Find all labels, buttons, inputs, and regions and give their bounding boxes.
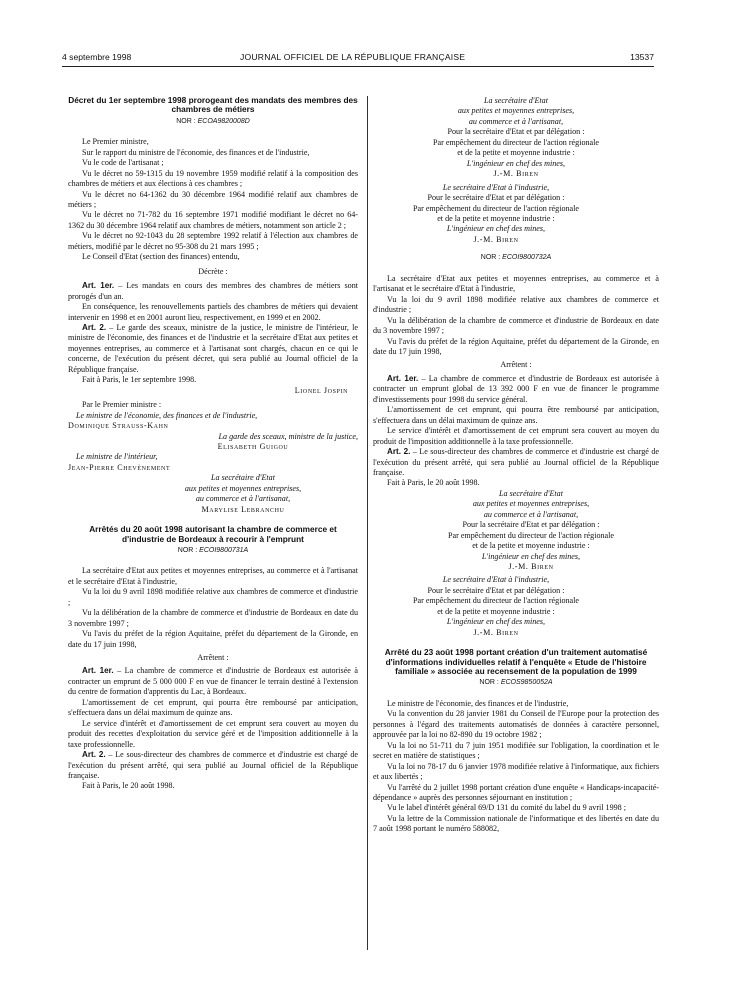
decree-para: Sur le rapport du ministre de l'économie, des finances et de l'industrie, [82,147,310,157]
decree-para: Vu le décret no 71-782 du 16 septembre 1971 modifié modifiant le décret no 64-1362 du 30 décembre 1964 relatif aux chambres de métiers, notamment son article 2 ; [68,210,358,230]
column-divider [367,96,368,950]
decree-article-1 [68,281,358,302]
arrete-arretent: Arrêtent : [197,653,229,663]
sig-engineer: L'ingénieur en chef des mines, [481,551,581,561]
page-header [62,52,654,66]
header-journal-title: JOURNAL OFFICIEL DE LA RÉPUBLIQUE FRANÇAISE [240,52,466,62]
sig-title: Le secrétaire d'Etat à l'industrie, [442,575,550,585]
decree-para: Vu le code de l'artisanat ; [82,158,164,168]
sig-title: au commerce et à l'artisanat, [468,116,564,126]
nor-code: ECOS9850052A [500,679,553,687]
sig-delegation: Pour le secrétaire d'Etat et par délégation : [427,193,565,203]
arrete-article-1 [68,666,358,697]
sig-engineer: L'ingénieur en chef des mines, [446,224,546,234]
arrete-para: L'amortissement de cet emprunt, qui pourra être remboursé par anticipation, s'effectuera dans un délai maximum de quinze ans. [373,405,659,425]
arrete-done: Fait à Paris, le 20 août 1998. [82,781,175,791]
decree-para: Vu le décret no 92-1043 du 28 septembre 1992 relatif à l'élection aux chambres de métiers, modifié par le décret no 95-308 du 21 mars 1995 ; [68,231,358,251]
sig-engineer: L'ingénieur en chef des mines, [466,158,566,168]
secretary-title: au commerce et à l'artisanat, [195,494,291,504]
minister-eco-title: Le ministre de l'économie, des finances et de l'industrie, [76,410,258,420]
arrete-para: Vu la loi no 51-711 du 7 juin 1951 modifiée sur l'obligation, la coordination et le secret en matière de statistiques ; [373,740,659,761]
nor-label: NOR : [176,117,196,125]
decree-title: Décret du 1er septembre 1998 prorogeant des mandats des membres des chambres de métiers [68,95,358,115]
arrete-para: Vu la délibération de la chambre de commerce et d'industrie de Bordeaux en date du 3 novembre 1997 ; [68,608,358,628]
arrete-title: Arrêtés du 20 août 1998 autorisant la chambre de commerce et d'industrie de Bordeaux à recourir à l'emprunt [89,524,337,544]
sig-impediment: Par empêchement du directeur de l'action régionale [413,203,579,213]
justice-title: La garde des sceaux, ministre de la justice, [218,431,358,441]
secretary-name: Marylise Lebranchu [201,504,285,514]
arrete-para: Vu la délibération de la chambre de commerce et d'industrie de Bordeaux en date du 3 novembre 1997 ; [373,315,659,336]
nor-label: NOR : [480,254,501,262]
secretary-title: La secrétaire d'Etat [211,473,275,483]
decree-article-2 [68,323,358,375]
article-text: – La chambre de commerce et d'industrie de Bordeaux est autorisée à contracter un emprunt de 5 000 000 F en vue de financer le terrain destiné à l'extension du centre de formation d'apprentis du Lac, à Bordeaux. [68,666,358,697]
arrete-para: Vu l'arrêté du 2 juillet 1998 portant création d'une enquête « Handicaps-incapacité-dépendance » auprès des personnes séjournant en institution ; [373,782,659,802]
arrete-article-2 [68,750,358,781]
arrete-para: L'amortissement de cet emprunt, qui pourra être remboursé par anticipation, s'effectuera dans un délai maximum de quinze ans. [68,697,358,718]
interior-name: Jean-Pierre Chevènement [68,462,171,472]
sig-title: La secrétaire d'Etat [499,488,563,498]
sig-impediment: et de la petite et moyenne industrie : [437,213,555,223]
sig-name: J.-M. Biren [473,627,519,637]
sig-title: La secrétaire d'Etat [484,96,548,105]
arrete-para: La secrétaire d'Etat aux petites et moyennes entreprises, au commerce et à l'artisanat et le secrétaire d'Etat à l'industrie, [68,566,358,586]
sig-engineer: L'ingénieur en chef des mines, [446,617,546,627]
arrete-para: Le ministre de l'économie, des finances et de l'industrie, [387,698,569,708]
justice-name: Elisabeth Guigou [217,441,289,451]
arrete3-nor [373,678,659,688]
left-column [68,96,358,792]
nor-label: NOR : [479,679,499,687]
arrete-para: Vu la convention du 28 janvier 1981 du Conseil de l'Europe pour la protection des personnes à l'égard des traitements automatisés de données à caractère personnel, approuvée par la loi no 82-890 du 19 octobre 1982 ; [373,709,659,740]
article-label: Art. 1er. [82,281,115,291]
article-text: – Le sous-directeur des chambres de commerce et d'industrie est chargé de l'exécution du présent arrêté, qui sera publié au Journal officiel de la République française. [68,750,358,780]
sig-title: aux petites et moyennes entreprises, [457,106,575,116]
decree-nor [68,117,358,127]
arrete-para: Le service d'intérêt et d'amortissement de cet emprunt sera couvert au moyen du produit des recettes d'exploitation du service géré et de l'imposition additionnelle à la taxe professionnelle. [68,718,358,749]
decree-para: Le Conseil d'Etat (section des finances) entendu, [82,252,240,262]
minister-eco-name: Dominique Strauss-Kahn [68,421,169,431]
article-text: – Le garde des sceaux, ministre de la justice, le ministre de l'intérieur, le ministre de l'économie, des finances et de l'industrie et la secrétaire d'Etat aux petites et moyennes entreprises, au commerce et à l'artisanat sont chargés, chacun en ce qui le concerne, de l'exécution du présent décret, qui sera publié au Journal officiel de la République française. [68,322,358,374]
decree-para: Le Premier ministre, [82,137,149,147]
sig-title: Le secrétaire d'Etat à l'industrie, [442,182,550,192]
sig-name: J.-M. Biren [493,169,539,179]
nor-code: ECOI9800732A [502,254,552,262]
sig-impediment: Par empêchement du directeur de l'action régionale [448,530,614,540]
nor-label: NOR : [177,546,198,554]
sig-delegation: Pour la secrétaire d'Etat et par délégation : [447,127,585,137]
arrete-para: Le service d'intérêt et d'amortissement de cet emprunt sera couvert au moyen du produit de l'imposition additionnelle à la taxe professionnelle. [373,426,659,446]
header-page-number: 13537 [630,52,654,62]
arrete-nor [68,546,358,556]
arrete-para: Vu la loi no 78-17 du 6 janvier 1978 modifiée relative à l'informatique, aux fichiers et aux libertés ; [373,761,659,782]
arrete2-nor [373,253,659,263]
decree-para: En conséquence, les renouvellements partiels des chambres de métiers qui devaient intervenir en 1998 et en 2001 auront lieu, respectivement, en 1999 et en 2002. [68,302,358,322]
secretary-title: aux petites et moyennes entreprises, [184,483,302,493]
sig-title: aux petites et moyennes entreprises, [472,499,590,509]
sig-impediment: et de la petite et moyenne industrie : [437,606,555,616]
sig-impediment: et de la petite et moyenne industrie : [457,148,575,158]
decree-decrete: Décrète : [198,266,228,276]
arrete-article-2 [373,447,659,478]
article-text: – Les mandats en cours des membres des chambres de métiers sont prorogés d'un an. [68,281,358,301]
signer-name: Lionel Jospin [294,385,348,395]
article-label: Art. 2. [387,447,411,457]
sig-impediment: Par empêchement du directeur de l'action régionale [433,137,599,147]
right-column [373,96,659,835]
sig-name: J.-M. Biren [473,234,519,244]
sig-name: J.-M. Biren [508,562,554,572]
arrete-para: Vu la lettre de la Commission nationale de l'informatique et des libertés en date du 7 août 1998 portant le numéro 588082, [373,813,659,834]
decree-para: Vu le décret no 64-1362 du 30 décembre 1964 modifié relatif aux chambres de métiers ; [68,189,358,209]
article-label: Art. 2. [82,750,106,760]
sig-impediment: et de la petite et moyenne industrie : [472,541,590,551]
arrete-para: Vu l'avis du préfet de la région Aquitaine, préfet du département de la Gironde, en date du 17 juin 1998, [68,629,358,649]
sig-delegation: Pour la secrétaire d'Etat et par délégation : [462,520,600,530]
by-prime-minister: Par le Premier ministre : [82,400,162,410]
sig-impediment: Par empêchement du directeur de l'action régionale [413,596,579,606]
decree-para: Vu le décret no 59-1315 du 19 novembre 1959 modifié relatif à la composition des chambres de métiers et aux élections à ces chambres ; [68,168,358,189]
nor-code: ECOA9820008D [197,117,250,125]
arrete-para: Vu la loi du 9 avril 1898 modifiée relative aux chambres de commerce et d'industrie ; [373,294,659,315]
sig-delegation: Pour le secrétaire d'Etat et par délégation : [427,585,565,595]
decree-done: Fait à Paris, le 1er septembre 1998. [82,375,197,385]
arrete3-title: Arrêté du 23 août 1998 portant création d'un traitement automatisé d'informations individuelles relatif à l'enquête « Etude de l'histoire familiale » associée au recensement de la population de 1999 [384,647,648,677]
arrete-article-1 [373,374,659,405]
sig-title: au commerce et à l'artisanat, [483,509,579,519]
arrete-para: Vu l'avis du préfet de la région Aquitaine, préfet du département de la Gironde, en date du 17 juin 1998, [373,336,659,356]
nor-code: ECOI9800731A [199,546,249,554]
interior-title: Le ministre de l'intérieur, [76,452,158,462]
header-date: 4 septembre 1998 [62,52,132,62]
article-label: Art. 1er. [82,666,114,676]
header-rule [62,66,654,67]
article-text: – Le sous-directeur des chambres de commerce et d'industrie est chargé de l'exécution du présent arrêté, qui sera publié au Journal officiel de la République française. [373,447,659,477]
arrete-arretent: Arrêtent : [500,360,532,370]
arrete-para: Vu la loi du 9 avril 1898 modifiée relative aux chambres de commerce et d'industrie ; [68,587,358,607]
article-label: Art. 2. [82,322,107,332]
arrete-para: La secrétaire d'Etat aux petites et moyennes entreprises, au commerce et à l'artisanat et le secrétaire d'Etat à l'industrie, [373,273,659,294]
arrete-para: Vu le label d'intérêt général 69/D 131 du comité du label du 9 avril 1998 ; [387,803,626,813]
article-label: Art. 1er. [387,373,419,383]
article-text: – La chambre de commerce et d'industrie de Bordeaux est autorisée à contracter un emprunt global de 13 392 000 F en vue de financer le programme d'investissements pour 1998 du service général. [373,373,659,404]
arrete-done: Fait à Paris, le 20 août 1998. [387,478,480,488]
